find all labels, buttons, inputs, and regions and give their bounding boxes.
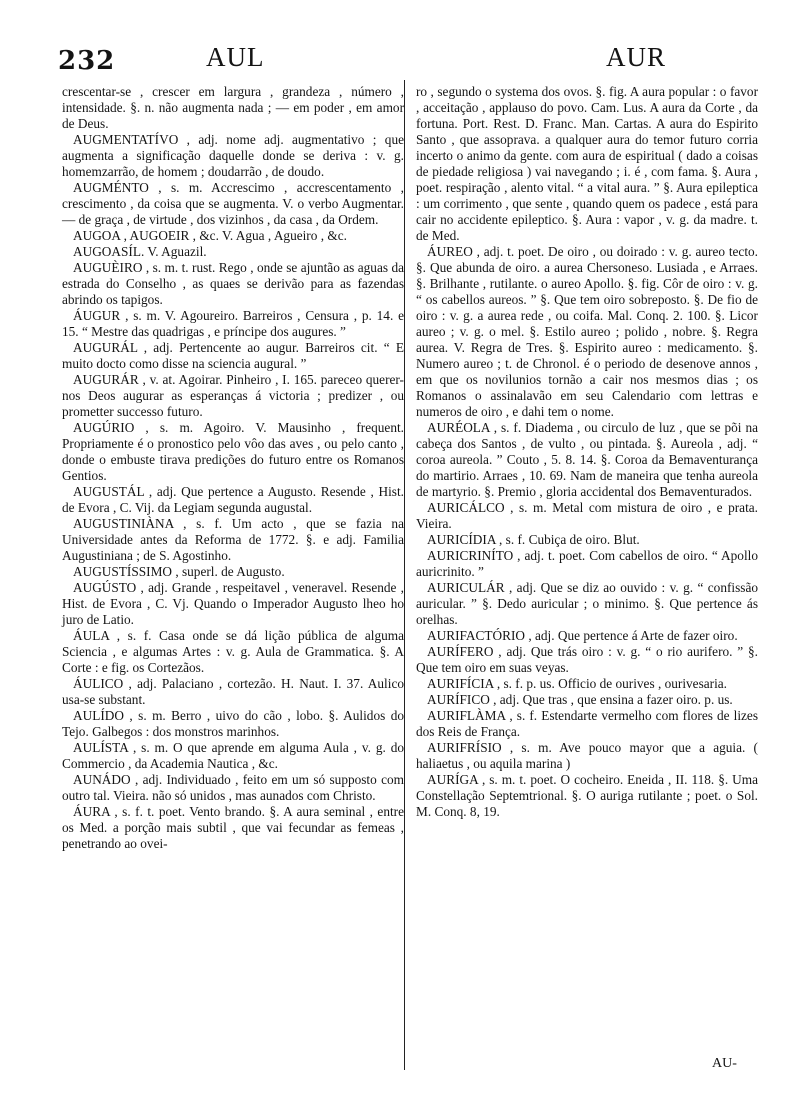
dictionary-entry: ÁUREO , adj. t. poet. De oiro , ou doirado : v. g. aureo tecto. §. Que abunda de oiro. a aurea Chersoneso. Lusiada , e Arraes. §. Brilhante , rutilante. o aureo Apollo. §. fig. Côr de oiro : v. g. “ os cabellos aureos. ” §. Que tem oiro sobreposto. §. De fio de oiro : v. g. a aurea rede , ou coifa. Mal. Conq. 2. 100. §. Licor aureo ; v. g. o mel. §. Estilo aureo ; polido , nobre. §. Regra aurea. V. Regra de Tres. §. Espirito aureo : medicamento. §. Numero aureo ; t. de Chronol. é o periodo de desenove annos , em que os novilunios tornão a cair nos mesmos dias ; os Romanos o assinalavão em seu Calendario com lettras e numeros de oiro , e dahi tem o nome. <box>416 244 758 419</box>
dictionary-entry: ÁULA , s. f. Casa onde se dá lição pública de alguma Sciencia , e algumas Artes : v. g. Aula de Grammatica. §. A Corte : e fig. os Cortezãos. <box>62 628 404 675</box>
dictionary-entry: AUGURÁR , v. at. Agoirar. Pinheiro , I. 165. pareceo querer-nos Deos augurar as esperanças á victoria ; predizer , ou prometter successo futuro. <box>62 372 404 419</box>
dictionary-entry: AURIFLÀMA , s. f. Estendarte vermelho com flores de lizes dos Reis de França. <box>416 708 758 739</box>
entry-continuation: crescentar-se , crescer em largura , grandeza , número , intensidade. §. n. não augmenta nada ; — em poder , em amor de Deus. <box>62 84 404 131</box>
dictionary-entry: ÁULICO , adj. Palaciano , cortezão. H. Naut. I. 37. Aulico usa-se substant. <box>62 676 404 707</box>
right-column <box>416 84 758 820</box>
dictionary-entry: AURIFRÍSIO , s. m. Ave pouco mayor que a aguia. ( haliaetus , ou aquila marina ) <box>416 740 758 771</box>
dictionary-entry: AURÉOLA , s. f. Diadema , ou circulo de luz , que se põi na cabeça dos Santos , de vulto , ou pintada. §. Aureola , adj. “ coroa aureola. ” Couto , 5. 8. 14. §. Coroa da Bemaventurança do martirio. Arraes , 10. 69. Nam de maneira que tenha aureola de martyrio. §. Premio , gloria accidental dos Bemaventurados. <box>416 420 758 499</box>
running-head-right: AUR <box>606 42 667 72</box>
dictionary-entry: AUGUSTINIÀNA , s. f. Um acto , que se fazia na Universidade antes da Reforma de 1772. §. e adj. Familia Augustiniana ; de S. Agostinho. <box>62 516 404 563</box>
dictionary-entry: AURÍFICO , adj. Que tras , que ensina a fazer oiro. p. us. <box>427 692 733 707</box>
entry-continuation: ro , segundo o systema dos ovos. §. fig. A aura popular : o favor , acceitação , applauso do povo. Cam. Lus. A aura da Corte , da fortuna. Port. Rest. D. Franc. Man. Cartas. A aura do Espirito Santo , que assoprava. a qualquer aura do temor futuro corria incerto o animo da gente. com aura de espiritual ( dado a coisas de piedade religiosa ) vai navegando ; i. é , com fama. §. Aura , poet. respiração , alento vital. “ a vital aura. ” §. Aura epileptica : um corrimento , que sente , quando quem os padece , está para cair no accidente epileptico. §. Aura : vapor , v. g. da madre. t. de Med. <box>416 84 758 243</box>
left-column <box>62 84 404 852</box>
dictionary-entry: AUGUSTÁL , adj. Que pertence a Augusto. Resende , Hist. de Evora , C. Vij. da Legiam segunda augustal. <box>62 484 404 515</box>
column-divider <box>404 80 405 1070</box>
dictionary-entry: AUGÚSTO , adj. Grande , respeitavel , veneravel. Resende , Hist. de Evora , C. Vj. Quando o Imperador Augusto lheo ho juro de Latio. <box>62 580 404 627</box>
page-number: 232 <box>58 46 116 76</box>
dictionary-entry: AUGÚRIO , s. m. Agoiro. V. Mausinho , frequent. Propriamente é o pronostico pelo vôo das aves , ou pelo canto , donde o embuste tirava predições do futuro entre os Romanos Gentios. <box>62 420 404 483</box>
dictionary-entry: AUGUÈIRO , s. m. t. rust. Rego , onde se ajuntão as aguas da estrada do Conselho , as quaes se derivão para as fazendas abrindo os tapigos. <box>62 260 404 307</box>
running-head-left: AUL <box>206 42 265 72</box>
dictionary-entry: AURICÍDIA , s. f. Cubiça de oiro. Blut. <box>427 532 640 547</box>
dictionary-entry: AUGOA , AUGOEIR , &c. V. Agua , Agueiro , &c. <box>73 228 347 243</box>
dictionary-entry: AUNÁDO , adj. Individuado , feito em um só supposto com outro tal. Vieira. não só unidos , mas aunados com Christo. <box>62 772 404 803</box>
dictionary-entry: AUGMENTATÍVO , adj. nome adj. augmentativo ; que augmenta a significação daquelle donde se deriva : v. g. homemzarrão, de homem ; doudarrão , de doudo. <box>62 132 404 179</box>
dictionary-entry: AURICRINÍTO , adj. t. poet. Com cabellos de oiro. “ Apollo auricrinito. ” <box>416 548 758 579</box>
dictionary-entry: ÁUGUR , s. m. V. Agoureiro. Barreiros , Censura , p. 14. e 15. “ Mestre das quadrigas , e príncipe dos augures. ” <box>62 308 404 339</box>
dictionary-entry: AURÍGA , s. m. t. poet. O cocheiro. Eneida , II. 118. §. Uma Constellação Septemtrional. §. O auriga rutilante ; poet. o Sol. M. Conq. 8, 19. <box>416 772 758 819</box>
dictionary-entry: AURIFACTÓRIO , adj. Que pertence á Arte de fazer oiro. <box>427 628 738 643</box>
dictionary-entry: AULÍSTA , s. m. O que aprende em alguma Aula , v. g. do Commercio , da Academia Nautica , &c. <box>62 740 404 771</box>
dictionary-entry: AULÍDO , s. m. Berro , uivo do cão , lobo. §. Aulidos do Tejo. Galbegos : dos monstros marinhos. <box>62 708 404 739</box>
page-header <box>58 42 758 82</box>
dictionary-entry: ÁURA , s. f. t. poet. Vento brando. §. A aura seminal , entre os Med. a porção mais subtil , que vai fecundar as femeas , penetrando ao ovei- <box>62 804 404 851</box>
dictionary-entry: AUGUSTÍSSIMO , superl. de Augusto. <box>73 564 285 579</box>
dictionary-entry: AURICULÁR , adj. Que se diz ao ouvido : v. g. “ confissão auricular. ” §. Dedo auricular ; o minimo. §. Que pertence ás orelhas. <box>416 580 758 627</box>
dictionary-entry: AURIFÍCIA , s. f. p. us. Officio de ourives , ourivesaria. <box>427 676 727 691</box>
dictionary-entry: AUGMÉNTO , s. m. Accrescimo , accrescentamento , crescimento , da coisa que se augmenta. V. o verbo Augmentar. — de graça , de virtude , dos vizinhos , da casa , da Ordem. <box>62 180 404 227</box>
dictionary-entry: AURÍFERO , adj. Que trás oiro : v. g. “ o rio aurifero. ” §. Que tem oiro em suas veyas. <box>416 644 758 675</box>
dictionary-entry: AUGURÁL , adj. Pertencente ao augur. Barreiros cit. “ E muito docto como disse na sciencia augural. ” <box>62 340 404 371</box>
catchword: AU- <box>712 1056 737 1071</box>
dictionary-entry: AURICÁLCO , s. m. Metal com mistura de oiro , e prata. Vieira. <box>416 500 758 531</box>
dictionary-entry: AUGOASÍL. V. Aguazil. <box>73 244 207 259</box>
